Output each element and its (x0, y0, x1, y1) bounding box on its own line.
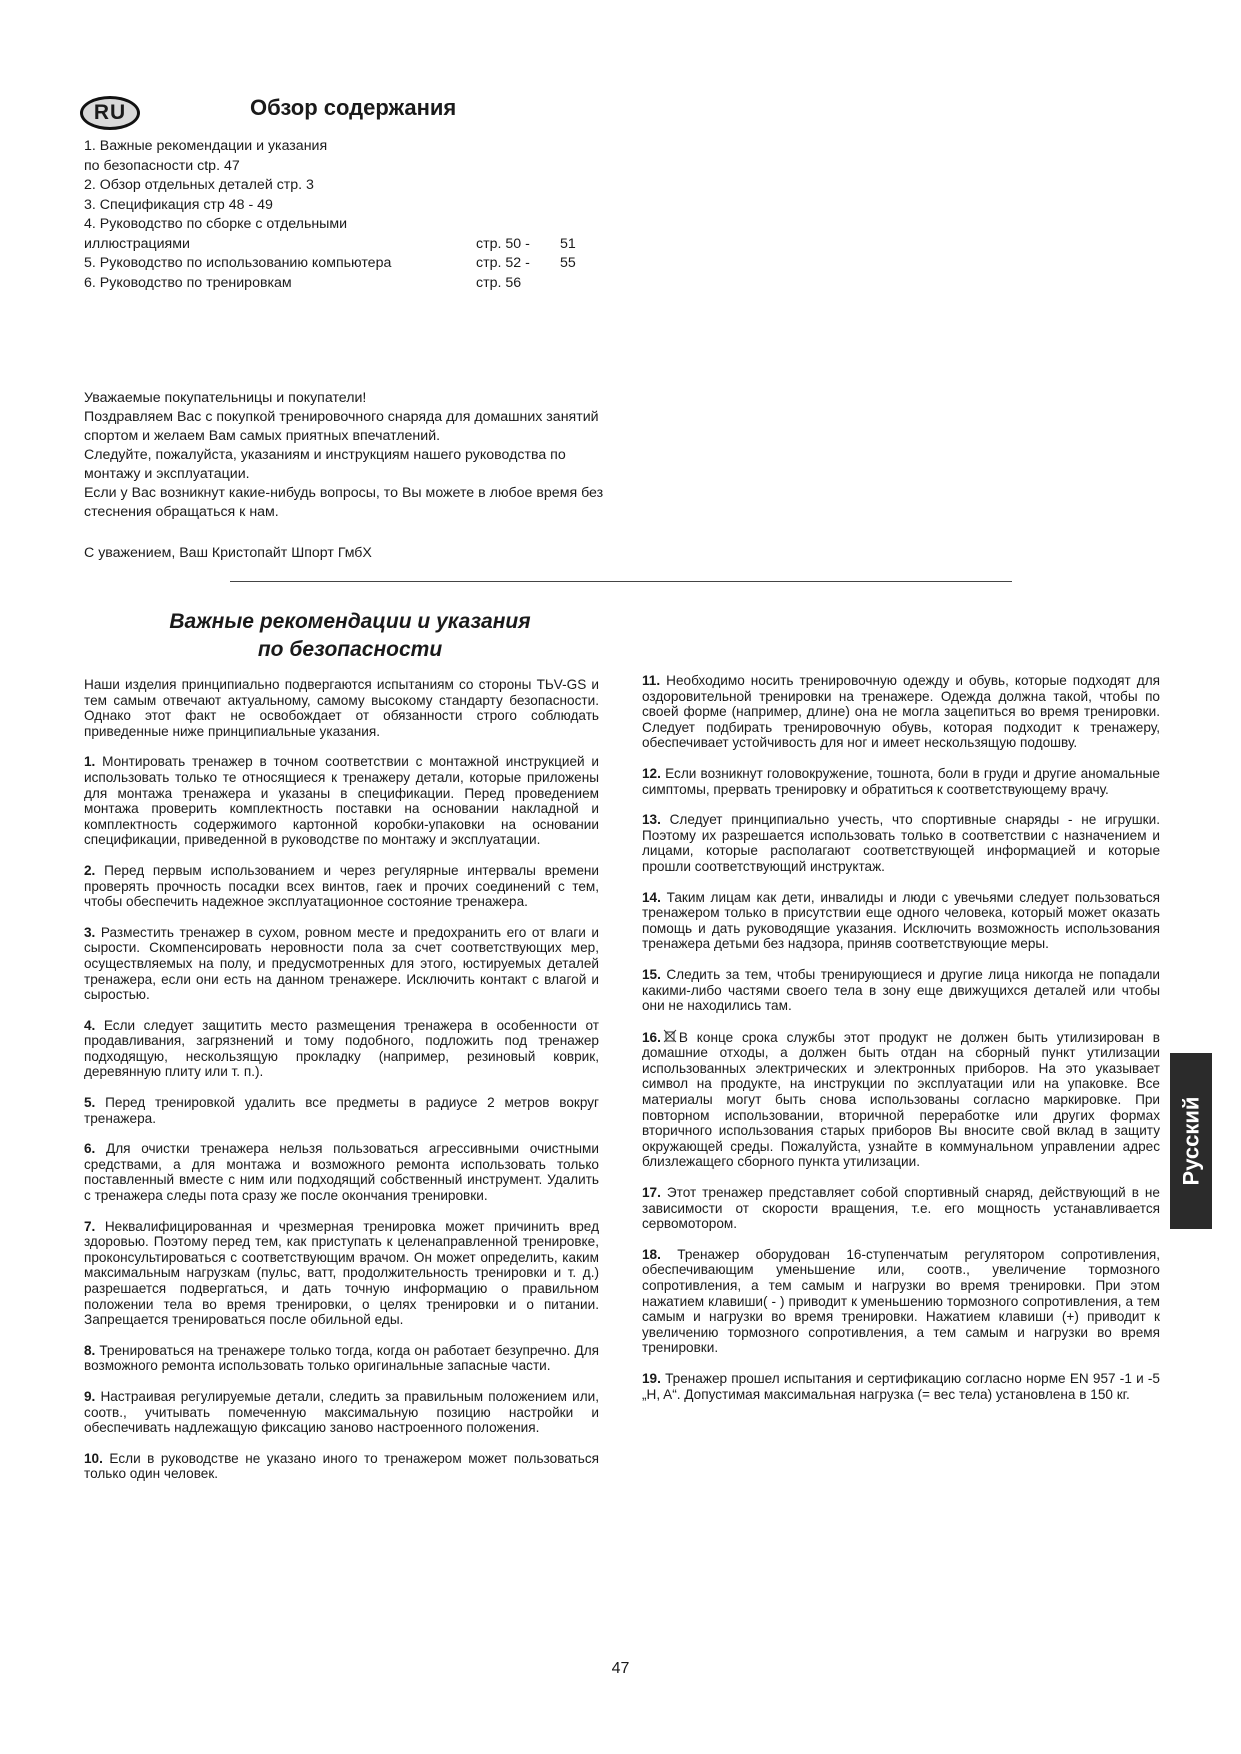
safety-item (642, 766, 1160, 797)
item-number: 12. (642, 765, 661, 781)
item-number: 17. (642, 1185, 661, 1201)
section-title-line: Важные рекомендации и указания (169, 610, 531, 633)
item-text: Необходимо носить тренировочную одежду и обувь, которые подходят для оздоровительной тренировки на тренажере. Одежда должна такой, чтобы по своей форме (например, длине) она не могла зацепиться во время тренировки. Следует подбирать тренировочную обувь, которая подходит к тренажеру, обеспечивает устойчивость для ног и имеет нескользящую подошву. (642, 673, 1160, 751)
greeting-line: Поздравляем Вас с покупкой тренировочного снаряда для домашних занятий спортом и желаем Вам самых приятных впечатлений. (84, 409, 599, 444)
safety-item (84, 1389, 599, 1436)
section-title (150, 608, 550, 664)
item-text: Тренажер оборудован 16-ступенчатым регулятором сопротивления, обеспечивающим уменьшение или, соотв., увеличение тормозного сопротивления, а тем самым и нагрузки во время тренировки. При этом нажатием клавиши( - ) приводит к уменьшению тормозного сопротивления, а тем самым и нагрузки во время тренировки. Нажатием клавиши (+) приводит к увеличению тормозного сопротивления, а тем самым и нагрузки во время тренировки. (642, 1246, 1160, 1356)
item-number: 18. (642, 1246, 661, 1262)
side-tab-label: Русский (1178, 1096, 1203, 1186)
divider (230, 581, 1012, 582)
toc-row (84, 137, 644, 157)
language-side-tab (1170, 1053, 1212, 1229)
safety-item (84, 1451, 599, 1482)
item-number: 6. (84, 1141, 96, 1157)
safety-item (642, 1029, 1160, 1170)
item-text: Этот тренажер представляет собой спортивный снаряд, действующий в не зависимости от скорости вращения, т.е. его мощность устанавливается сервомотором. (642, 1185, 1160, 1232)
toc-title: Обзор содержания (250, 95, 457, 120)
safety-item (84, 677, 599, 739)
item-text: Тренироваться на тренажере только тогда, когда он работает безупречно. Для возможного ремонта использовать только оригинальные запасные части. (84, 1342, 599, 1374)
toc-entry: 1. Важные рекомендации и указания (84, 138, 328, 154)
safety-item (84, 1141, 599, 1203)
safety-item (642, 1185, 1160, 1232)
safety-item (84, 925, 599, 1003)
item-text: Тренажер прошел испытания и сертификацию согласно норме EN 957 -1 и -5 „H, A“. Допустимая максимальная нагрузка (= вес тела) установлена в 150 кг. (642, 1370, 1160, 1402)
item-text: Следует принципиально учесть, что спортивные снаряды - не игрушки. Поэтому их разрешается использовать только в соответствии с назначением и лицами, которые располагают соответствующей информацией и которые прошли соответствующий инструктаж. (642, 812, 1160, 874)
safety-item (642, 812, 1160, 874)
item-number: 14. (642, 889, 661, 905)
item-text: Наши изделия принципиально подвергаются испытаниям со стороны TЬV-GS и тем самым отвечают актуальному, самому высокому стандарту безопасности. Однако этот факт не освобождает от обязанности строго соблюдать приведенные ниже принципиальные указания. (84, 677, 599, 739)
item-text: В конце срока службы этот продукт не должен быть утилизирован в домашние отходы, а должен быть отдан на сборный пункт утилизации использованных электрических и электронных приборов. На это указывает символ на продукте, на инструкции по эксплуатации или на упаковке. Все материалы могут быть снова использованы согласно маркировке. При повторном использовании, вторичной переработке или других формах вторичного использования старых приборов Вы вносите свой вклад в защиту окружающей среды. Пожалуйста, узнайте в коммунальном управлении адрес близлежащего сборного пункта утилизации. (642, 1029, 1160, 1170)
safety-item (642, 673, 1160, 751)
toc-row (84, 274, 644, 294)
table-of-contents (84, 137, 644, 293)
crossed-bin-icon (663, 1029, 677, 1043)
item-text: Неквалифицированная и чрезмерная тренировка может причинить вред здоровью. Поэтому перед тем, как приступать к целенаправленной тренировке, проконсультироваться с соответствующим врачом. Он может определить, каким максимальным нагрузкам (пульс, ватт, продолжительность тренировки и т. д.) разрешается подвергаться, и дать точную информацию о правильном положении тела во время тренировки, о целях тренировки и о питании. Запрещается тренироваться после обильной еды. (84, 1218, 599, 1328)
greeting-line: Следуйте, пожалуйста, указаниям и инструкциям нашего руководства по монтажу и эксплуатации. (84, 447, 566, 482)
greeting-line: Уважаемые покупательницы и покупатели! (84, 390, 367, 406)
item-text: Перед тренировкой удалить все предметы в радиусе 2 метров вокруг тренажера. (84, 1095, 599, 1126)
toc-entry: по безопасности ctp. 47 (84, 157, 240, 174)
section-title-line: по безопасности (257, 638, 443, 661)
greeting-line: Если у Вас возникнут какие-нибудь вопросы, то Вы можете в любое время без стеснения обращаться к нам. (84, 485, 604, 520)
item-text: Настраивая регулируемые детали, следить за правильным положением или, соотв., учитывать помеченную максимальную позицию настройки и обеспечивать надлежащую фиксацию заново настроенного положения. (84, 1388, 599, 1436)
toc-row (84, 235, 644, 255)
toc-page: стр. 50 - (476, 235, 530, 252)
safety-item (84, 1095, 599, 1126)
item-text: Если следует защитить место размещения тренажера в особенности от продавливания, загрязнений и тому подобного, подложить под тренажер подходящую, нескользящую прокладку (например, резиновый коврик, деревянную плиту или т. п.). (84, 1017, 599, 1080)
greeting-block (84, 389, 604, 522)
toc-page-end: 55 (560, 255, 576, 271)
item-text: Если в руководстве не указано иного то тренажером может пользоваться только один человек. (84, 1450, 599, 1482)
safety-item (84, 1219, 599, 1328)
toc-entry: 3. Спецификация стр 48 - 49 (84, 196, 273, 213)
safety-item (642, 1371, 1160, 1402)
item-text: Перед первым использованием и через регулярные интервалы времени проверять прочность посадки всех винтов, гаек и прочих соединений с тем, чтобы обеспечить надежное эксплуатационное состояние тренажера. (84, 862, 599, 910)
signature: С уважением, Ваш Кристопайт Шпорт ГмбХ (84, 545, 372, 561)
toc-page: стр. 52 - (476, 255, 530, 271)
safety-item (84, 1018, 599, 1080)
item-text: Таким лицам как дети, инвалиды и люди с увечьями следует пользоваться тренажером только в присутствии еще одного человека, который может оказать помощь и дать руководящие указания. Исключить возможность использования тренажера детьми без надзора, приняв соответствующие меры. (642, 889, 1160, 952)
toc-row (84, 215, 644, 235)
item-number: 3. (84, 924, 96, 940)
toc-row (84, 157, 644, 177)
toc-entry: 4. Руководство по сборке с отдельными (84, 216, 348, 232)
item-number: 15. (642, 966, 661, 982)
safety-item (642, 967, 1160, 1014)
toc-row (84, 196, 644, 216)
language-badge: RU (80, 96, 140, 130)
item-number: 7. (84, 1218, 96, 1234)
item-text: Монтировать тренажер в точном соответствии с монтажной инструкцией и использовать только те относящиеся к тренажеру детали, которые приложены для монтажа тренажера и указаны в спецификации. Перед проведением монтажа проверить комплектность поставки на основании накладной и комплектность содержимого картонной коробки-упаковки на основании спецификации, приведенной в руководстве по монтажу и эксплуатации. (84, 754, 599, 848)
toc-entry: иллюстрациями (84, 235, 190, 252)
safety-item (84, 754, 599, 848)
toc-row (84, 176, 644, 196)
toc-row (84, 254, 644, 274)
safety-item (642, 1247, 1160, 1356)
item-number: 13. (642, 812, 661, 828)
toc-page: стр. 56 (476, 274, 522, 291)
safety-item (84, 1343, 599, 1374)
item-text: Разместить тренажер в сухом, ровном месте и предохранить его от влаги и сырости. Скомпенсировать неровности пола за счет соответствующих мер, осуществляемых на полу, и предусмотренных для этого, юстируемых деталей тренажера, если они есть на данном тренажере. Исключить контакт с влагой и сыростью. (84, 924, 599, 1003)
item-number: 19. (642, 1370, 661, 1386)
item-number: 11. (642, 673, 661, 688)
toc-page-end: 51 (560, 235, 576, 252)
item-text: Следить за тем, чтобы тренирующиеся и другие лица никогда не попадали какими-либо частями своего тела в зону еще движущихся деталей или чтобы они не находились там. (642, 966, 1160, 1014)
item-number: 16. (642, 1029, 661, 1045)
toc-entry: 5. Руководство по использованию компьютера (84, 255, 392, 271)
item-number: 4. (84, 1017, 96, 1033)
toc-entry: 2. Обзор отдельных деталей стр. 3 (84, 177, 314, 193)
item-number: 2. (84, 862, 96, 878)
item-number: 9. (84, 1388, 96, 1404)
item-number: 8. (84, 1342, 96, 1358)
item-text: Для очистки тренажера нельзя пользоваться агрессивными очистными средствами, а для монтажа и возможного ремонта использовать только поставленный вместе с ним или подходящий собственный инструмент. Удалить с тренажера следы пота сразу же после окончания тренировки. (84, 1141, 599, 1204)
safety-item (84, 863, 599, 910)
safety-item (642, 890, 1160, 952)
toc-entry: 6. Руководство по тренировкам (84, 274, 292, 291)
left-column (84, 677, 599, 1497)
item-number: 1. (84, 754, 96, 770)
item-number: 10. (84, 1450, 103, 1466)
page-number: 47 (611, 1660, 630, 1677)
item-number: 5. (84, 1095, 96, 1111)
right-column (642, 673, 1160, 1417)
item-text: Если возникнут головокружение, тошнота, боли в груди и другие аномальные симптомы, прервать тренировку и обратиться к соответствующему врачу. (642, 765, 1160, 797)
